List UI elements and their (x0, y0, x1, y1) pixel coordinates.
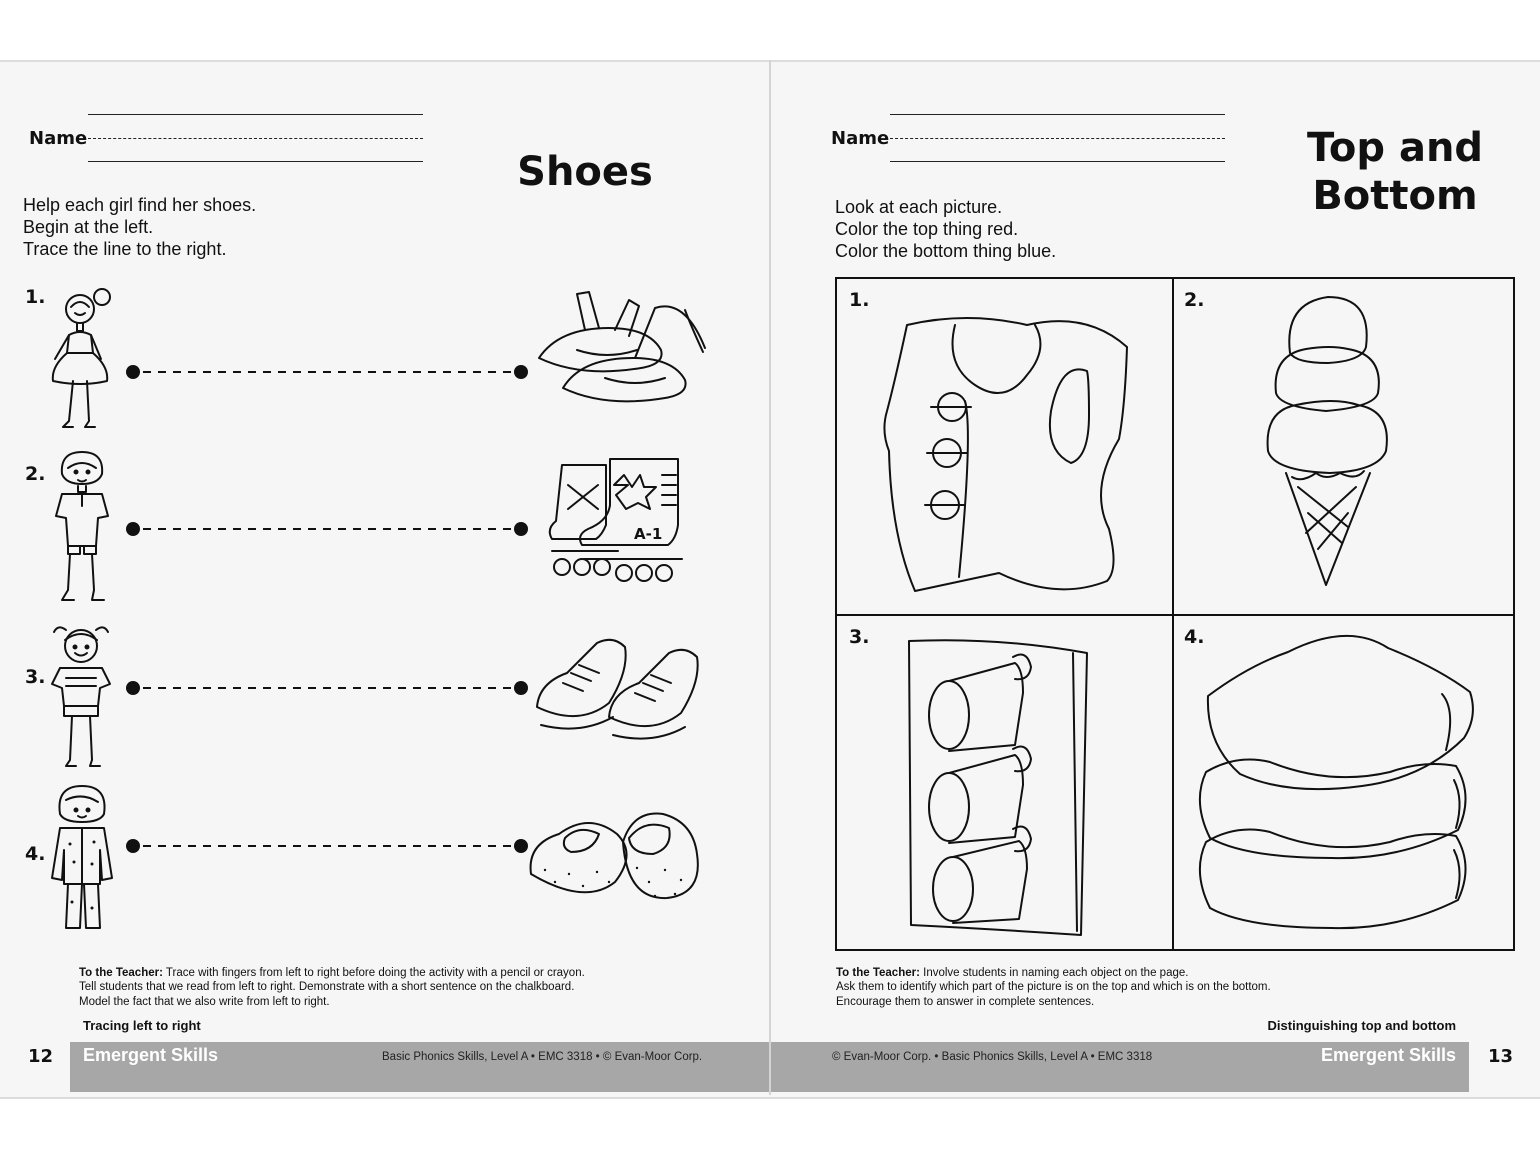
teacher-line: Involve students in naming each object on the page. (923, 967, 1189, 979)
picture-grid (835, 277, 1515, 951)
teacher-line: Tell students that we read from left to right. Demonstrate with a short sentence on the chalkboard. (79, 981, 575, 994)
page-number: 13 (1488, 1046, 1514, 1067)
trace-line-4[interactable] (126, 839, 528, 853)
item-number: 1. (25, 286, 46, 308)
trace-line-1[interactable] (126, 365, 528, 379)
page-title (1300, 124, 1490, 220)
cell-number: 3. (849, 626, 870, 648)
pigtails-girl-icon (46, 622, 116, 772)
instruction-line: Look at each picture. (835, 197, 1003, 217)
instruction-line: Trace the line to the right. (23, 239, 227, 259)
page-title-line: Bottom (1312, 173, 1478, 219)
pajamas-girl-icon (48, 784, 118, 939)
name-line-bottom (890, 161, 1225, 162)
stacked-towels-icon[interactable] (1192, 624, 1502, 924)
teacher-note (79, 966, 719, 1009)
skill-label: Distinguishing top and bottom (1267, 1018, 1456, 1033)
teacher-line: Model the fact that we also write from left to right. (79, 995, 330, 1008)
roller-skates-icon (548, 455, 698, 590)
teacher-line: Encourage them to answer in complete sentences. (836, 995, 1095, 1008)
teacher-line: Ask them to identify which part of the picture is on the top and which is on the bottom. (836, 981, 1271, 994)
instruction-line: Color the top thing red. (835, 219, 1019, 239)
name-label: Name (29, 128, 88, 149)
cell-number: 1. (849, 289, 870, 311)
item-number: 4. (25, 843, 46, 865)
ballet-slippers-icon (535, 290, 715, 400)
cell-number: 4. (1184, 626, 1205, 648)
footer-text: Basic Phonics Skills, Level A • EMC 3318 • © Evan-Moor Corp. (382, 1051, 703, 1063)
instruction-line: Help each girl find her shoes. (23, 195, 257, 215)
teacher-note (836, 966, 1496, 1009)
grid-divider (837, 614, 1513, 616)
page-title-line: Top and (1306, 125, 1484, 171)
name-line-dashed[interactable] (890, 138, 1225, 139)
page-title: Shoes (517, 149, 653, 195)
instructions (835, 196, 1056, 262)
skate-label: A-1 (634, 525, 663, 543)
item-number: 3. (25, 666, 46, 688)
sneakers-icon (533, 633, 708, 748)
page-number: 12 (28, 1046, 54, 1067)
teacher-line: Trace with fingers from left to right before doing the activity with a pencil or crayon. (165, 967, 585, 979)
instruction-line: Begin at the left. (23, 217, 154, 237)
footer-brand: Emergent Skills (1320, 1045, 1456, 1065)
teacher-label: To the Teacher: (836, 967, 920, 979)
footer-brand: Emergent Skills (83, 1045, 219, 1065)
skater-girl-icon (48, 450, 118, 610)
trace-line-3[interactable] (126, 681, 528, 695)
trace-line-2[interactable] (126, 522, 528, 536)
ballerina-girl-icon (45, 285, 115, 435)
name-label: Name (831, 128, 890, 149)
instruction-line: Color the bottom thing blue. (835, 241, 1057, 261)
fuzzy-slippers-icon (525, 808, 705, 908)
footer-text: © Evan-Moor Corp. • Basic Phonics Skills, Level A • EMC 3318 (832, 1051, 1153, 1063)
skill-label: Tracing left to right (83, 1018, 201, 1033)
item-number: 2. (25, 463, 46, 485)
name-line-top (890, 114, 1225, 115)
ice-cream-cone-icon[interactable] (1262, 291, 1392, 601)
cell-number: 2. (1184, 289, 1205, 311)
vest-icon[interactable] (877, 301, 1147, 601)
mug-rack-icon[interactable] (897, 631, 1107, 941)
teacher-label: To the Teacher: (79, 967, 163, 979)
